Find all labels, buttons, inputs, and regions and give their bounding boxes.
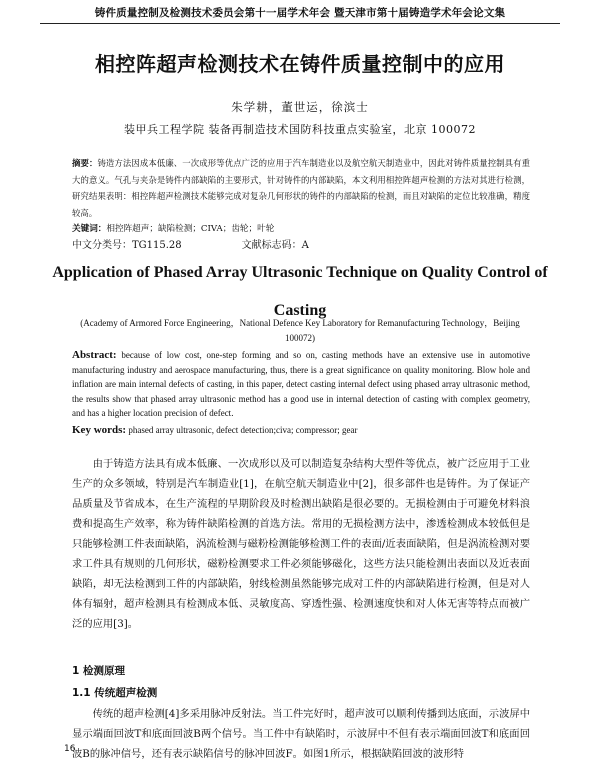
section-heading-1: 1 检测原理	[72, 665, 125, 677]
abstract-zh-label: 摘要：	[72, 158, 98, 168]
affiliation-zh: 装甲兵工程学院 装备再制造技术国防科技重点实验室，北京 100072	[124, 123, 476, 136]
page-number: 16	[64, 744, 76, 754]
title-zh: 相控阵超声检测技术在铸件质量控制中的应用	[95, 52, 505, 76]
keywords-en-text: phased array ultrasonic, defect detection;civa; compressor; gear	[128, 425, 358, 435]
doc-code-label: 文献标志码：	[241, 240, 302, 251]
clc-label: 中文分类号：	[72, 240, 132, 251]
doc-code-value: A	[301, 240, 309, 251]
section-1-1-paragraph: 传统的超声检测[4]多采用脉冲反射法。当工件完好时，超声波可以顺利传播到达底面，示波屏中显示端面回波T和底面回波B两个信号。当工件中有缺陷时，示波屏中不但有表示端面回波T和底面回波B的脉冲信号，还有表示缺陷信号的脉冲回波F。如图1所示，根据缺陷回波的波形特	[72, 708, 530, 760]
keywords-en	[72, 424, 530, 436]
keywords-zh-text: 相控阵超声；缺陷检测；CIVA；齿轮；叶轮	[106, 224, 275, 234]
affiliation-en: (Academy of Armored Force Engineering，National Defence Key Laboratory for Remanufacturing Technology，Beijing 100072)	[80, 318, 520, 343]
keywords-zh-label: 关键词：	[72, 224, 107, 234]
section-heading-1-1: 1.1 传统超声检测	[72, 687, 158, 699]
intro-paragraph: 由于铸造方法具有成本低廉、一次成形以及可以制造复杂结构大型件等优点，被广泛应用于工业生产的众多领域，特别是汽车制造业[1]，在航空航天制造业中[2]，很多部件也是铸件。为了保证产品质量及节省成本，在生产流程的早期阶段及时检测出缺陷是很必要的。无损检测由于可避免材料浪费和提高生产效率，称为铸件缺陷检测的首选方法。常用的无损检测方法中，渗透检测成本较低但是只能够检测工件表面缺陷，涡流检测与磁粉检测能够检测工件的表面/近表面缺陷，但是涡流检测对要求工件具有规则的几何形状，磁粉检测要求工件必须能够磁化，这些方法只能检测出表面以及近表面缺陷，却无法检测到工件的内部缺陷，射线检测虽然能够完成对工件的内部缺陷进行检测，但是对人体有辐射，超声检测具有检测成本低、灵敏度高、穿透性强、检测速度快和对人体无害等特点而被广泛的应用[3]。	[72, 458, 530, 630]
authors-zh: 朱学耕，董世运，徐滨士	[231, 100, 369, 114]
abstract-en-label: Abstract:	[72, 349, 117, 361]
keywords-en-label: Key words:	[72, 424, 127, 436]
abstract-zh	[72, 155, 530, 221]
running-header: 铸件质量控制及检测技术委员会第十一届学术年会 暨天津市第十届铸造学术年会论文集	[40, 5, 560, 24]
abstract-en	[72, 348, 530, 421]
clc-value: TG115.28	[132, 240, 182, 251]
title-en: Application of Phased Array Ultrasonic Technique on Quality Control of Casting	[52, 264, 548, 319]
abstract-en-text: because of low cost, one-step forming and so on, casting methods have an extensive use in automotive manufacturing industry and aerospace manufacturing, thus, there is a great significance on quality monitoring. Blow hole and inflation are main internal defects of casting, in this paper, detect casting internal defect using phased array ultrasonic method, the results show that phased array ultrasonic method has a good use in internal detection of casting with complex geometry, and has a higher location precision of defect.	[72, 350, 530, 418]
classification-line	[72, 236, 530, 251]
keywords-zh	[72, 222, 530, 234]
abstract-zh-text: 铸造方法因成本低廉、一次成形等优点广泛的应用于汽车制造业以及航空航天制造业中，因此对铸件质量控制具有重大的意义。气孔与夹杂是铸件内部缺陷的主要形式，针对铸件的内部缺陷，本文利用相控阵超声检测的方法对其进行检测，研究结果表明：相控阵超声检测技术能够完成对复杂几何形状的铸件的内部缺陷的检测，而且对缺陷的定位比较准确，精度较高。	[72, 158, 530, 218]
